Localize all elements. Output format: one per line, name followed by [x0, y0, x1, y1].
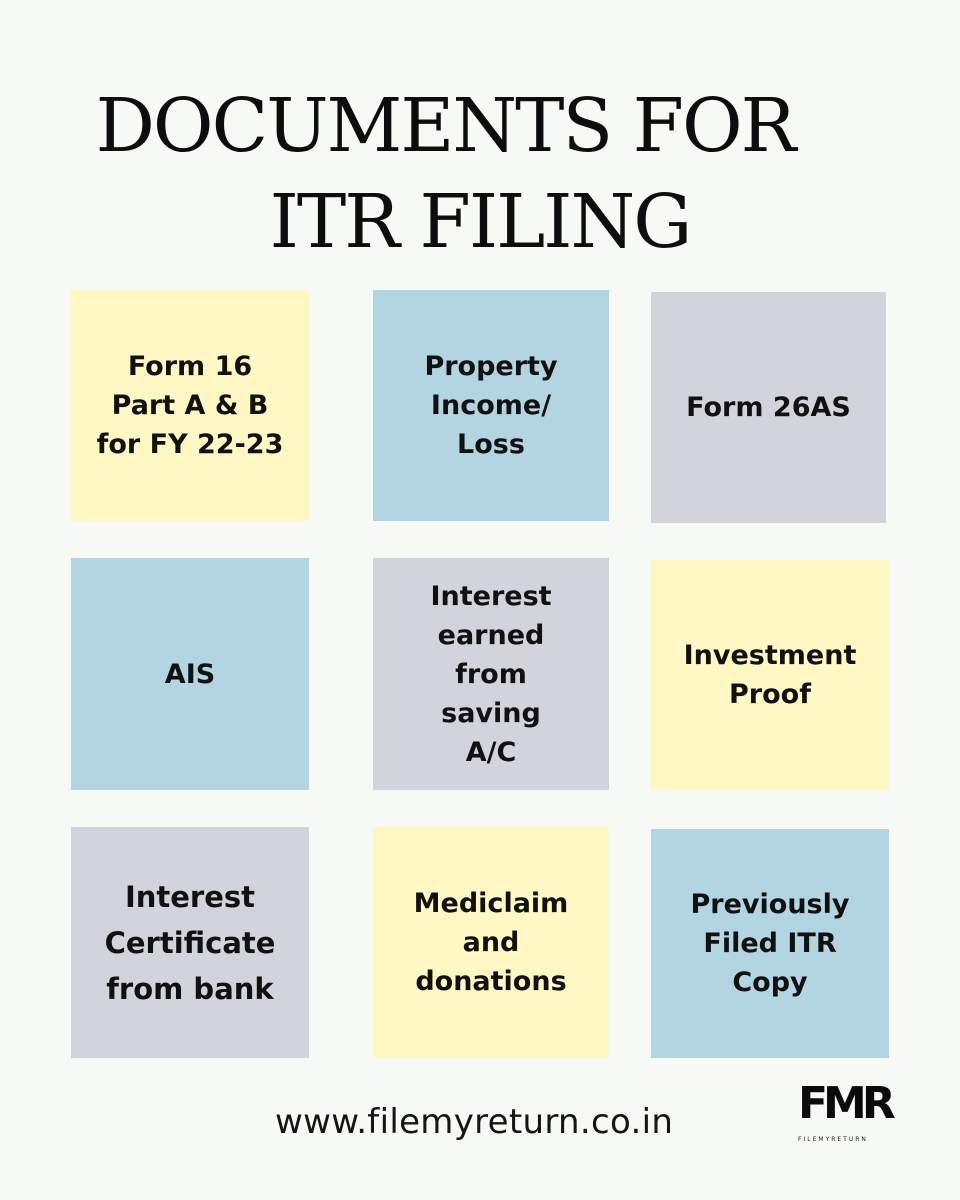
card-interest-saving: [373, 558, 609, 790]
card-investment-proof: [651, 560, 889, 790]
card-label: Form 26AS: [686, 392, 851, 423]
title-line-1: DOCUMENTS FOR: [95, 83, 795, 169]
card-label: Investment Proof: [683, 640, 857, 710]
page-title: [0, 78, 960, 270]
logo-mark: FMR: [798, 1078, 891, 1129]
brand-logo: [798, 1080, 894, 1150]
card-form-16: [71, 290, 309, 521]
logo-text: FILEMYRETURN: [798, 1136, 868, 1143]
card-ais: [71, 558, 309, 790]
card-label: Previously Filed ITR Copy: [690, 889, 850, 998]
card-label: Form 16 Part A & B for FY 22-23: [96, 351, 284, 460]
card-property-income: [373, 290, 609, 521]
card-label: Interest earned from saving A/C: [430, 580, 552, 768]
card-mediclaim: [373, 827, 609, 1058]
card-interest-certificate: [71, 827, 309, 1058]
title-line-2: ITR FILING: [269, 179, 691, 265]
card-previous-itr: [651, 829, 889, 1058]
card-form-26as: [651, 292, 886, 523]
card-label: AIS: [164, 658, 216, 690]
card-label: Property Income/ Loss: [424, 351, 558, 460]
card-label: Interest Certificate from bank: [104, 879, 276, 1006]
card-label: Mediclaim and donations: [413, 888, 569, 997]
website-url: www.filemyreturn.co.in: [275, 1102, 674, 1142]
